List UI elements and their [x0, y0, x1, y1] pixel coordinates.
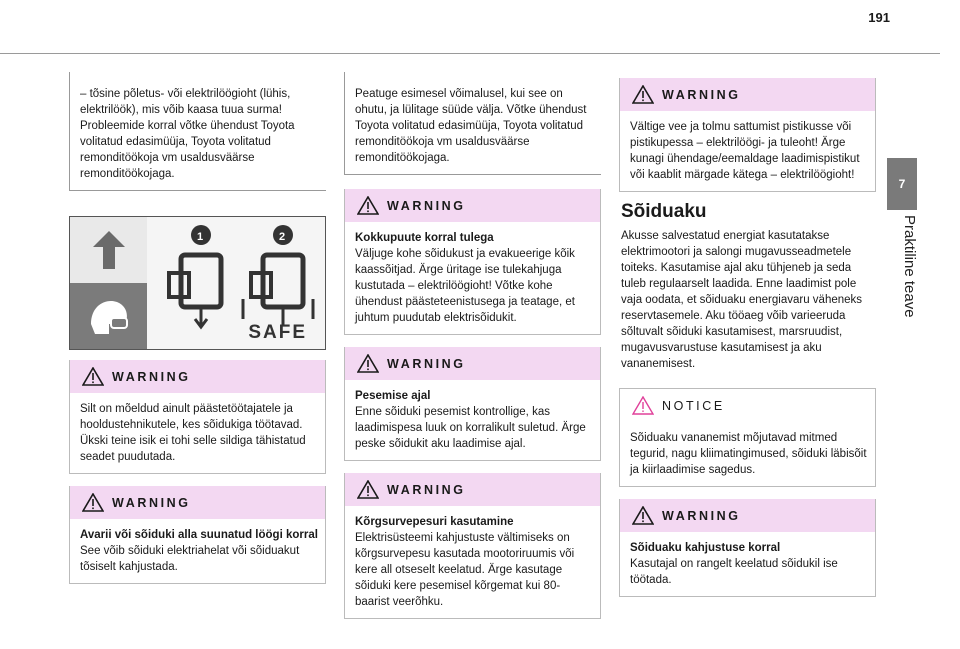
section-title: Sõiduaku — [621, 201, 707, 222]
warning-heading: WARNING — [112, 495, 191, 510]
warning-title: Avarii või sõiduki alla suunatud löögi korral — [80, 529, 318, 541]
warning-heading: WARNING — [387, 356, 466, 371]
warning-text: Elektrisüsteemi kahjustuste vältimiseks on kõrgsurvepesu kasutada mootoriruumis või kere all otseselt keelatud. Ärge kasutage sõiduki kere pesemisel kõrgemat kui 80-baarist veerõhku. — [355, 532, 575, 608]
warning-box — [619, 499, 876, 597]
step-badge-2: 2 — [279, 231, 286, 243]
warning-heading: WARNING — [387, 482, 466, 497]
warning-text: See võib sõiduki elektriahelat või sõiduakut tõsiselt kahjustada. — [80, 545, 300, 573]
warning-box — [69, 486, 326, 584]
warning-triangle-icon — [82, 493, 104, 512]
column-1 — [69, 72, 326, 596]
warning-heading: WARNING — [112, 369, 191, 384]
notice-heading: NOTICE — [662, 398, 725, 413]
warning-title: Sõiduaku kahjustuse korral — [630, 542, 781, 554]
safety-illustration — [69, 216, 326, 350]
warning-text: Silt on mõeldud ainult päästetöötajatele ja hooldustehnikutele, kes sõidukiga töötavad. Ükski teine isik ei tohi selle sildiga tähistatud seadet puudutada. — [80, 403, 306, 463]
warning-triangle-icon — [357, 354, 379, 373]
warning-heading: WARNING — [387, 198, 466, 213]
warning-text: Enne sõiduki pesemist kontrollige, kas laadimispesa luuk on korralikult suletud. Ärge peske sõidukit aku laadimise ajal. — [355, 406, 586, 450]
warning-text: Kasutajal on rangelt keelatud sõidukil ise töötada. — [630, 558, 838, 586]
warning-triangle-icon — [632, 506, 654, 525]
warning-box — [344, 189, 601, 335]
column-2 — [344, 72, 601, 631]
warning-heading: WARNING — [662, 508, 741, 523]
chapter-tab: 7 — [887, 158, 917, 210]
warning-box — [69, 360, 326, 474]
safe-label: SAFE — [248, 322, 307, 343]
warning-box — [619, 78, 876, 192]
warning-text: Väljuge kohe sõidukust ja evakueerige kõik kaassõitjad. Ärge üritage ise tulekahjuga kustutada – elektrilöögioht! Võtke kohe ühendust päästeteenistusega ja teatage, et juhtum puudutab elektrisõidukit. — [355, 248, 575, 324]
warning-title: Pesemise ajal — [355, 390, 431, 402]
warning-title: Kõrgsurvepesuri kasutamine — [355, 516, 514, 528]
top-divider — [0, 53, 940, 54]
intro-text: – tõsine põletus- või elektrilöögioht (lühis, elektrilöök), mis võib kaasa tuua surma! Probleemide korral võtke ühendust Toyota volitatud edasimüüja, Toyota volitatud remonditöökoja vm usaldusväärse remonditöökojaga. — [80, 88, 295, 180]
arrow-up-icon — [70, 217, 147, 283]
warning-heading: WARNING — [662, 87, 741, 102]
chapter-title: Praktiline teave — [901, 215, 918, 318]
section-text: Akusse salvestatud energiat kasutatakse elektrimootori ja salongi mugavusseadmetele toiteks. Kasutamise ajal aku tühjeneb ja seda tuleb regulaarselt laadida. Enne laadimist pole vaja oodata, et sõiduaku energiavaru väheneks reservtasemele. Aku tööaeg võib varieeruda sõltuvalt sõiduki kasutamisest, marsruudist, mugavusvarustuse kasutamisest ja aku vananemisest. — [621, 230, 863, 370]
warning-triangle-icon — [357, 480, 379, 499]
intro-box — [344, 72, 601, 175]
intro-box — [69, 72, 326, 191]
column-3 — [619, 72, 876, 609]
step-badge-1: 1 — [197, 231, 204, 243]
warning-box — [344, 347, 601, 461]
notice-triangle-icon — [632, 396, 654, 415]
notice-text: Sõiduaku vananemist mõjutavad mitmed tegurid, nagu kliimatingimused, sõiduki läbisõit ja kiirlaadimise sagedus. — [630, 432, 867, 476]
section-body — [619, 228, 876, 380]
warning-title: Kokkupuute korral tulega — [355, 232, 494, 244]
warning-triangle-icon — [357, 196, 379, 215]
warning-text: Vältige vee ja tolmu sattumist pistikusse või pistikupessa – elektrilöögi- ja tuleoht! Ärge kunagi ühendage/eemaldage laadimispistikut või kaablit märgade kätega – elektrilöögioht! — [630, 121, 860, 181]
page-number: 191 — [868, 10, 890, 25]
notice-box — [619, 388, 876, 487]
intro-text: Peatuge esimesel võimalusel, kui see on ohutu, ja lülitage süüde välja. Võtke ühendust Toyota volitatud edasimüüja, Toyota volitatud remonditöökoja vm usaldusväärse remonditöökojaga. — [355, 88, 587, 164]
warning-triangle-icon — [82, 367, 104, 386]
warning-box — [344, 473, 601, 619]
warning-triangle-icon — [632, 85, 654, 104]
rescue-helmet-icon — [70, 283, 147, 349]
